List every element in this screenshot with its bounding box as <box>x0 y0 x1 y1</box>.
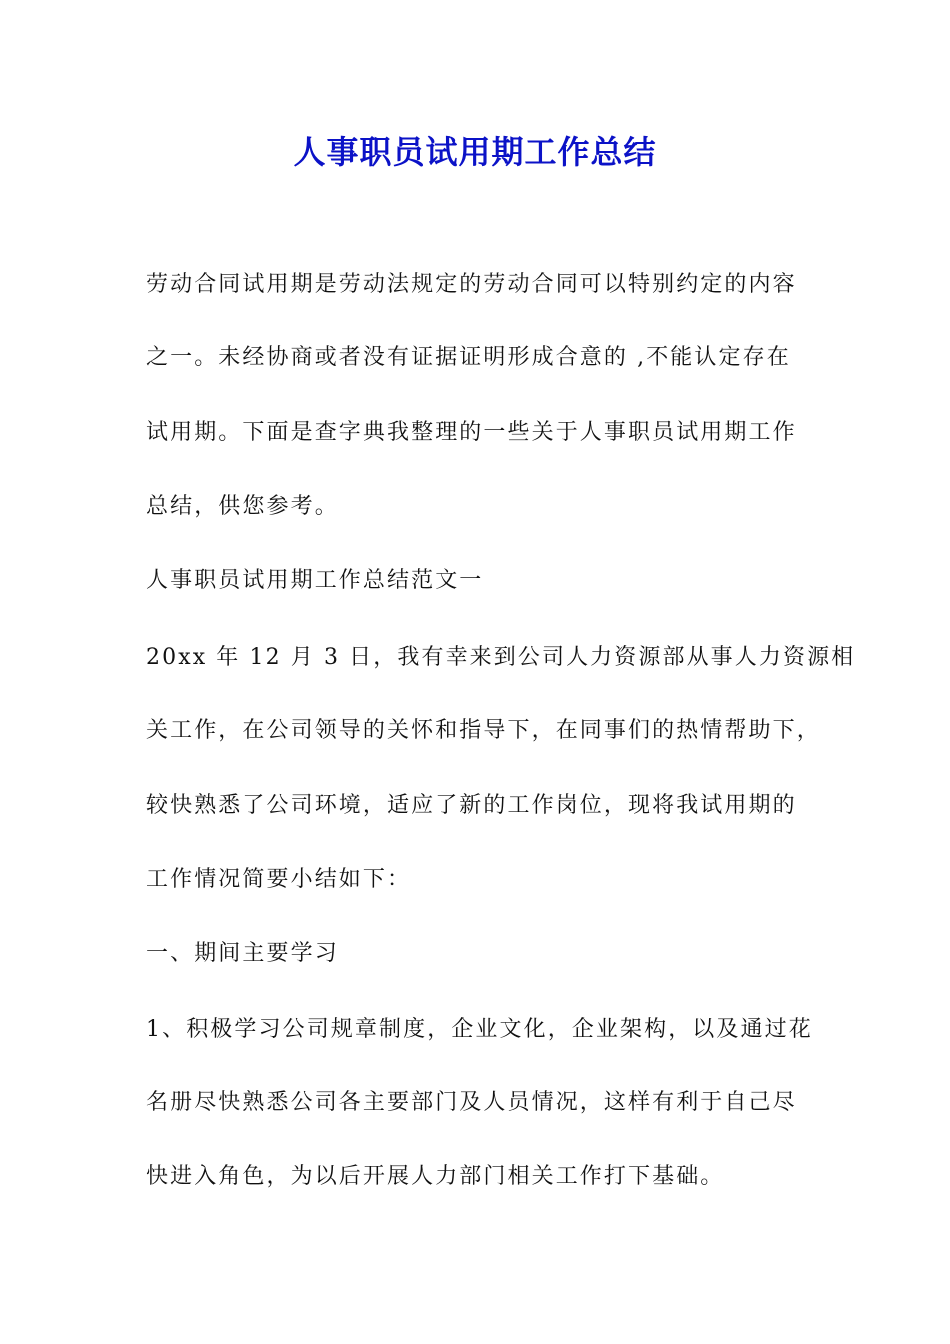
paragraph-line-2: 之一。未经协商或者没有证据证明形成合意的 ,不能认定存在 <box>146 345 791 370</box>
paragraph-line-11: 快进入角色，为以后开展人力部门相关工作打下基础。 <box>146 1164 725 1189</box>
paragraph-line-6: 关工作，在公司领导的关怀和指导下，在同事们的热情帮助下， <box>146 718 821 743</box>
paragraph-line-5: 20xx 年 12 月 3 日，我有幸来到公司人力资源部从事人力资源相 <box>146 645 856 670</box>
paragraph-line-4: 总结，供您参考。 <box>146 494 339 519</box>
paragraph-line-9: 1、积极学习公司规章制度，企业文化，企业架构，以及通过花 <box>146 1017 813 1042</box>
paragraph-line-7: 较快熟悉了公司环境，适应了新的工作岗位，现将我试用期的 <box>146 793 797 818</box>
section-heading-study: 一、期间主要学习 <box>146 941 339 966</box>
paragraph-line-1: 劳动合同试用期是劳动法规定的劳动合同可以特别约定的内容 <box>146 272 797 297</box>
paragraph-line-8: 工作情况简要小结如下： <box>146 867 412 892</box>
section-heading-sample-one: 人事职员试用期工作总结范文一 <box>146 568 484 593</box>
paragraph-line-3: 试用期。下面是查字典我整理的一些关于人事职员试用期工作 <box>146 420 797 445</box>
document-title: 人事职员试用期工作总结 <box>293 133 657 171</box>
paragraph-line-10: 名册尽快熟悉公司各主要部门及人员情况，这样有利于自己尽 <box>146 1090 797 1115</box>
